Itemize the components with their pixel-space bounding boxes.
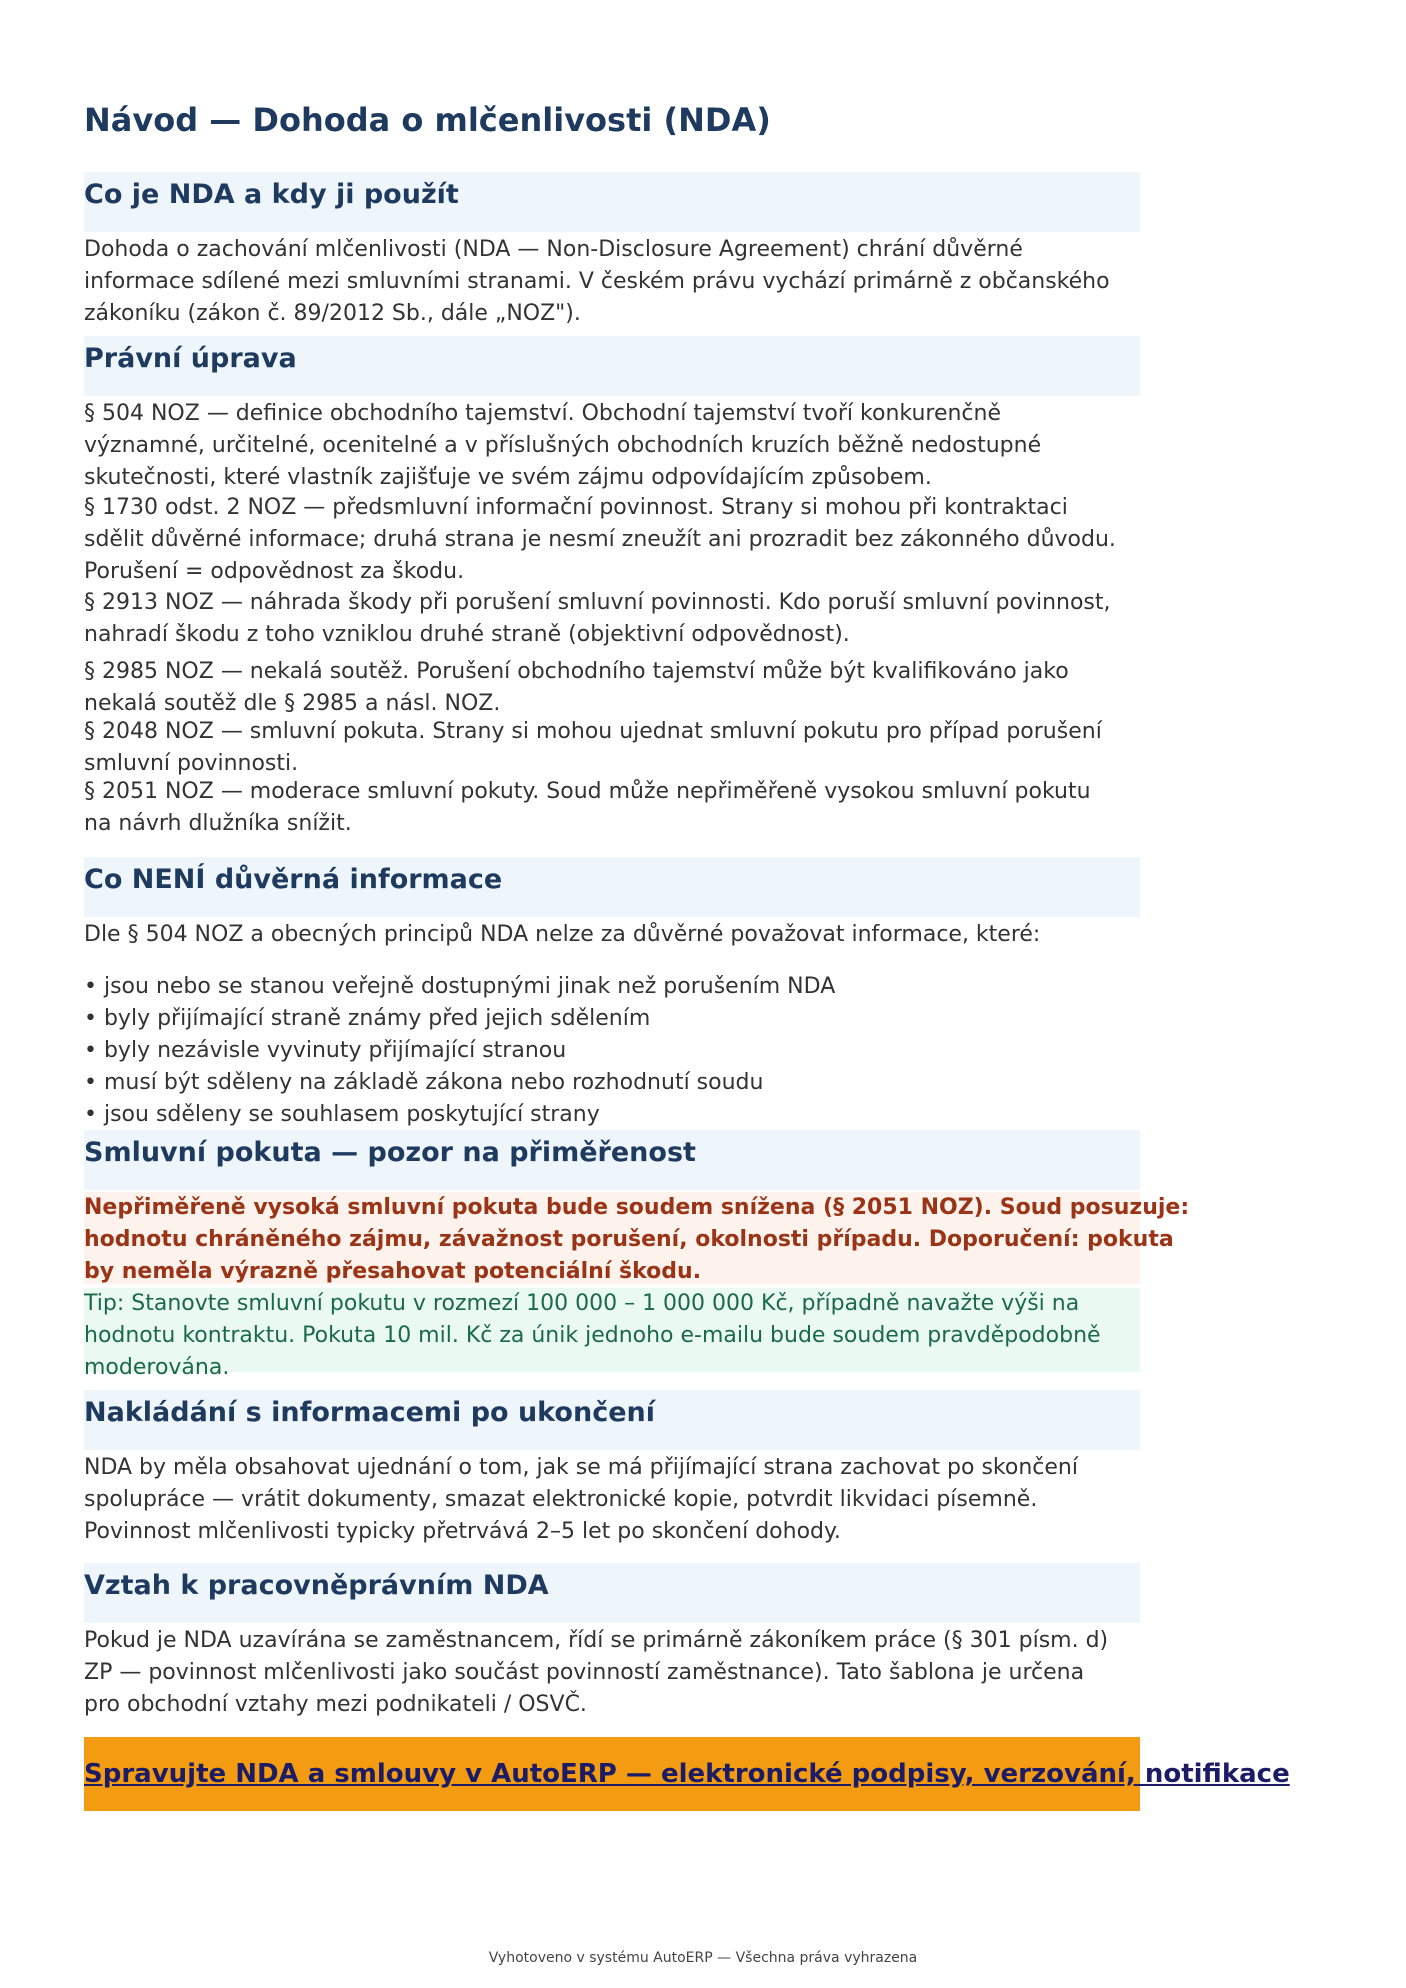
list-item: • jsou nebo se stanou veřejně dostupnými jinak než porušením NDA [84, 974, 836, 999]
page-title: Návod — Dohoda o mlčenlivosti (NDA) [84, 101, 771, 139]
not-confidential-intro [84, 919, 1140, 953]
text-line: ZP — povinnost mlčenlivosti jako součást povinností zaměstnance). Tato šablona je určena [84, 1660, 1085, 1685]
text-line: Povinnost mlčenlivosti typicky přetrvává 2–5 let po skončení dohody. [84, 1519, 841, 1544]
section-heading-what-is-nda: Co je NDA a kdy ji použít [84, 172, 1140, 232]
legal-paragraph-2913 [84, 587, 1140, 651]
section-body-what-is-nda [84, 234, 1140, 326]
footer-text: Vyhotoveno v systému AutoERP — Všechna práva vyhrazena [488, 1950, 918, 1966]
tip-box [84, 1288, 1140, 1380]
text-line: § 2913 NOZ — náhrada škody při porušení smluvní povinnosti. Kdo poruší smluvní povinnost, [84, 590, 1111, 615]
text-line: zákoníku (zákon č. 89/2012 Sb., dále „NOZ"). [84, 301, 581, 326]
section-heading-employment-nda: Vztah k pracovněprávním NDA [84, 1563, 1140, 1623]
legal-paragraph-2051 [84, 776, 1140, 840]
text-line: nahradí škodu z toho vzniklou druhé straně (objektivní odpovědnost). [84, 622, 850, 647]
text-line: smluvní povinnosti. [84, 751, 299, 776]
text-line: významné, určitelné, ocenitelné a v příslušných obchodních kruzích běžně nedostupné [84, 433, 1042, 458]
text-line: informace sdílené mezi smluvními stranami. V českém právu vychází primárně z občanského [84, 269, 1110, 294]
legal-paragraph-504 [84, 398, 1140, 494]
section-heading-after-termination: Nakládání s informacemi po ukončení [84, 1390, 1140, 1450]
text-line: § 2048 NOZ — smluvní pokuta. Strany si mohou ujednat smluvní pokutu pro případ porušení [84, 719, 1102, 744]
text-line: na návrh dlužníka snížit. [84, 811, 352, 836]
text-line: § 1730 odst. 2 NOZ — předsmluvní informační povinnost. Strany si mohou při kontraktaci [84, 495, 1068, 520]
legal-paragraph-2985 [84, 656, 1140, 720]
text-line: Nepřiměřeně vysoká smluvní pokuta bude soudem snížena (§ 2051 NOZ). Soud posuzuje: [84, 1195, 1190, 1220]
text-line: sdělit důvěrné informace; druhá strana je nesmí zneužít ani prozradit bez zákonného důvodu. [84, 527, 1116, 552]
text-line: pro obchodní vztahy mezi podnikateli / OSVČ. [84, 1692, 587, 1717]
section-heading-contractual-penalty: Smluvní pokuta — pozor na přiměřenost [84, 1130, 1140, 1190]
text-line: hodnotu chráněného zájmu, závažnost porušení, okolnosti případu. Doporučení: pokuta [84, 1227, 1174, 1252]
text-line: § 504 NOZ — definice obchodního tajemství. Obchodní tajemství tvoří konkurenčně [84, 401, 1002, 426]
warning-box [84, 1192, 1190, 1284]
cta-banner [84, 1737, 1290, 1811]
not-confidential-list [84, 971, 1140, 1127]
text-line: by neměla výrazně přesahovat potenciální škodu. [84, 1259, 702, 1284]
list-item: • musí být sděleny na základě zákona nebo rozhodnutí soudu [84, 1070, 764, 1095]
text-line: § 2051 NOZ — moderace smluvní pokuty. Soud může nepřiměřeně vysokou smluvní pokutu [84, 779, 1091, 804]
text-line: Porušení = odpovědnost za škodu. [84, 559, 465, 584]
text-line: hodnotu kontraktu. Pokuta 10 mil. Kč za únik jednoho e-mailu bude soudem pravděpodobně [84, 1323, 1101, 1348]
text-line: Pokud je NDA uzavírána se zaměstnancem, řídí se primárně zákoníkem práce (§ 301 písm. d) [84, 1628, 1109, 1653]
section-body-after-termination [84, 1452, 1140, 1546]
legal-paragraph-1730 [84, 492, 1140, 588]
text-line: moderována. [84, 1355, 230, 1380]
text-line: nekalá soutěž dle § 2985 a násl. NOZ. [84, 691, 501, 716]
text-line: Dohoda o zachování mlčenlivosti (NDA — Non-Disclosure Agreement) chrání důvěrné [84, 237, 1023, 262]
list-item: • byly nezávisle vyvinuty přijímající stranou [84, 1038, 567, 1063]
list-item: • byly přijímající straně známy před jejich sdělením [84, 1006, 651, 1031]
text-line: Tip: Stanovte smluvní pokutu v rozmezí 100 000 – 1 000 000 Kč, případně navažte výši na [84, 1291, 1080, 1316]
legal-paragraph-2048 [84, 716, 1140, 776]
cta-link[interactable]: Spravujte NDA a smlouvy v AutoERP — elektronické podpisy, verzování, notifikace [84, 1759, 1290, 1789]
section-heading-not-confidential: Co NENÍ důvěrná informace [84, 857, 1140, 917]
section-body-employment-nda [84, 1625, 1140, 1721]
text-line: § 2985 NOZ — nekalá soutěž. Porušení obchodního tajemství může být kvalifikováno jako [84, 659, 1069, 684]
page-footer [0, 1944, 1406, 1966]
section-heading-legal-framework: Právní úprava [84, 336, 1140, 396]
text-line: NDA by měla obsahovat ujednání o tom, jak se má přijímající strana zachovat po skončení [84, 1455, 1078, 1480]
text-line: Dle § 504 NOZ a obecných principů NDA nelze za důvěrné považovat informace, které: [84, 922, 1041, 947]
text-line: skutečnosti, které vlastník zajišťuje ve svém zájmu odpovídajícím způsobem. [84, 465, 932, 490]
list-item: • jsou sděleny se souhlasem poskytující strany [84, 1102, 600, 1127]
text-line: spolupráce — vrátit dokumenty, smazat elektronické kopie, potvrdit likvidaci písemně. [84, 1487, 1038, 1512]
